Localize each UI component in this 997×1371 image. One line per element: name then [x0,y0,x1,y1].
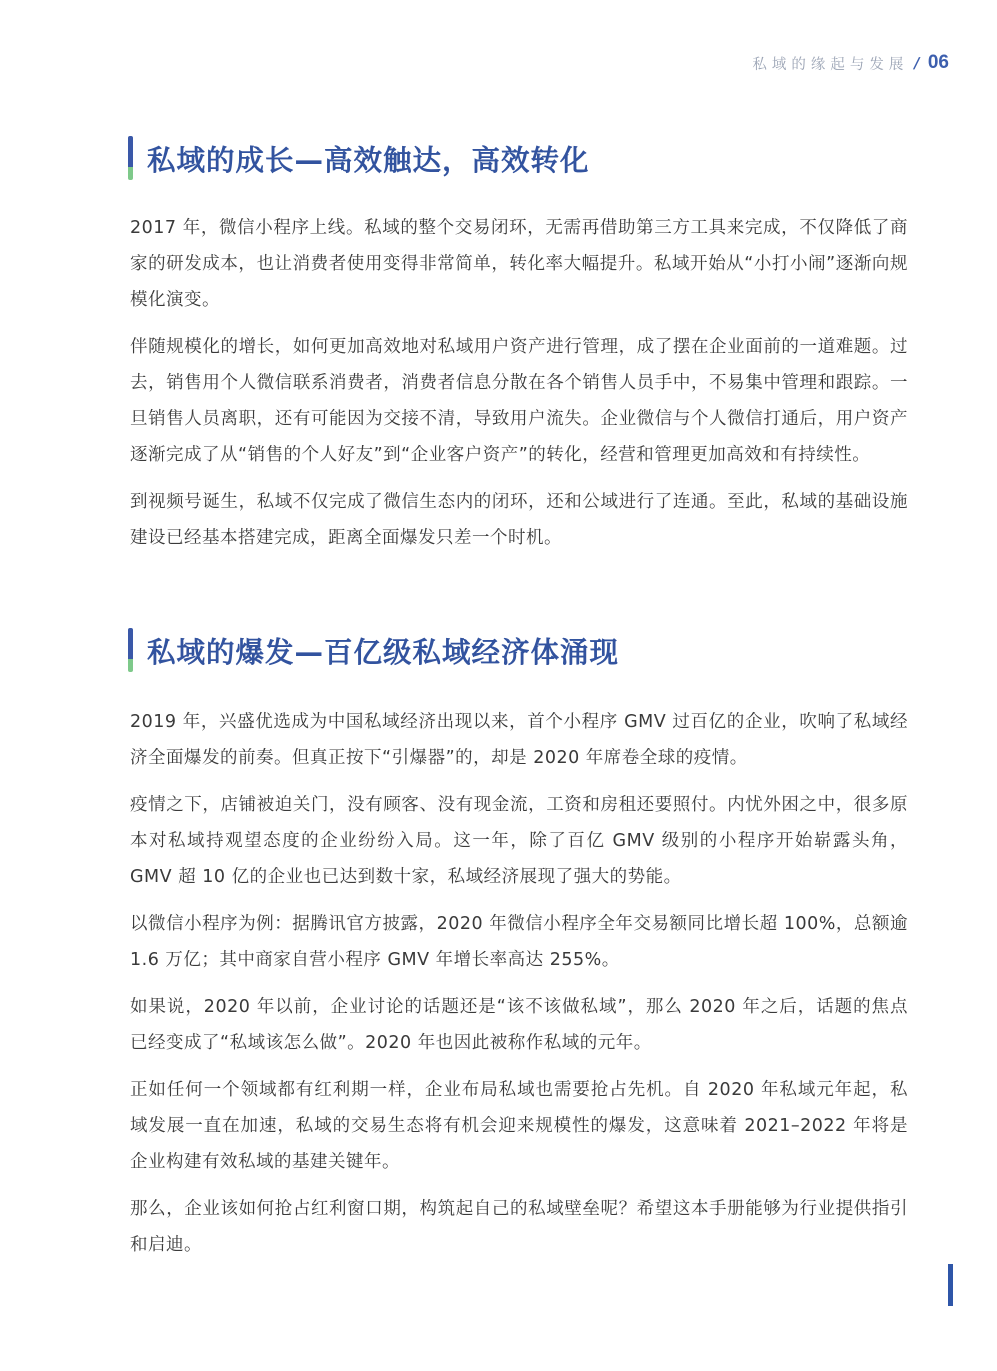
paragraph: 如果说，2020 年以前，企业讨论的话题还是“该不该做私域”，那么 2020 年之后，话题的焦点已经变成了“私域该怎么做”。2020 年也因此被称作私域的元年。 [130,997,908,1053]
paragraph: 以微信小程序为例：据腾讯官方披露，2020 年微信小程序全年交易额同比增长超 100%，总额逾 1.6 万亿；其中商家自营小程序 GMV 年增长率高达 255%。 [130,914,908,970]
paragraph: 伴随规模化的增长，如何更加高效地对私域用户资产进行管理，成了摆在企业面前的一道难题。过去，销售用个人微信联系消费者，消费者信息分散在各个销售人员手中，不易集中管理和跟踪。一旦销售人员离职，还有可能因为交接不清，导致用户流失。企业微信与个人微信打通后，用户资产逐渐完成了从“销售的个人好友”到“企业客户资产”的转化，经营和管理更加高效和有持续性。 [130,337,908,465]
heading-outbreak-text: 私域的爆发—百亿级私域经济体涌现 [147,635,620,669]
heading-accent-bar [128,136,133,180]
page-edge-marker [948,1264,953,1306]
paragraph: 2017 年，微信小程序上线。私域的整个交易闭环，无需再借助第三方工具来完成，不仅降低了商家的研发成本，也让消费者使用变得非常简单，转化率大幅提升。私域开始从“小打小闹”逐渐向规模化演变。 [130,218,908,310]
section-heading-growth [128,136,590,180]
page-number: 06 [927,52,949,73]
page-header [752,52,949,74]
section-title: 私域的缘起与发展 [752,56,909,73]
paragraph: 那么，企业该如何抢占红利窗口期，构筑起自己的私域壁垒呢？希望这本手册能够为行业提供指引和启迪。 [130,1199,908,1255]
paragraph: 正如任何一个领域都有红利期一样，企业布局私域也需要抢占先机。自 2020 年私域元年起，私域发展一直在加速，私域的交易生态将有机会迎来规模性的爆发，这意味着 2021–2022 年将是企业构建有效私域的基建关键年。 [130,1080,908,1172]
section-heading-outbreak [128,628,619,672]
heading-accent-bar [128,628,133,672]
paragraph: 2019 年，兴盛优选成为中国私域经济出现以来，首个小程序 GMV 过百亿的企业，吹响了私域经济全面爆发的前奏。但真正按下“引爆器”的，却是 2020 年席卷全球的疫情。 [130,712,908,768]
section-growth-body [130,210,908,567]
header-divider: / [912,54,922,72]
heading-growth-text: 私域的成长—高效触达，高效转化 [147,143,590,177]
paragraph: 到视频号诞生，私域不仅完成了微信生态内的闭环，还和公域进行了连通。至此，私域的基础设施建设已经基本搭建完成，距离全面爆发只差一个时机。 [130,492,908,548]
section-outbreak-body [130,704,908,1274]
paragraph: 疫情之下，店铺被迫关门，没有顾客、没有现金流，工资和房租还要照付。内忧外困之中，很多原本对私域持观望态度的企业纷纷入局。这一年，除了百亿 GMV 级别的小程序开始崭露头角，GMV 超 10 亿的企业也已达到数十家，私域经济展现了强大的势能。 [130,795,908,887]
